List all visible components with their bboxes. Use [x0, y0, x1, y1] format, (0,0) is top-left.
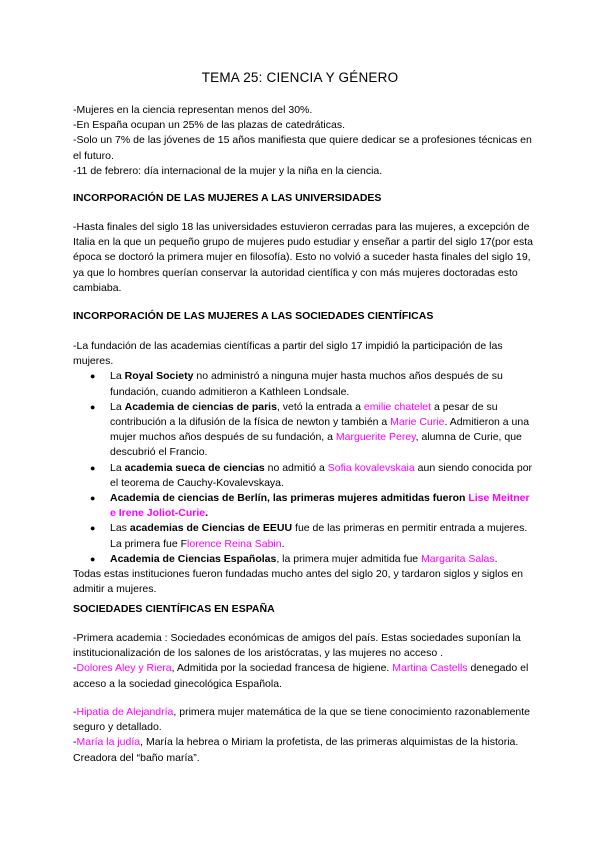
intro-line: -En España ocupan un 25% de las plazas de catedráticas.: [73, 119, 346, 132]
list-item: ● Las academias de Ciencias de EEUU fue de las primeras en permitir entrada a mujeres. La primera fue Florence Reina Sabin.: [73, 521, 533, 551]
highlighted-name: Marie Curie: [390, 416, 445, 429]
section-espana-body: [73, 631, 533, 692]
paragraph: -Dolores Aley y Riera, Admitida por la sociedad francesa de higiene. Martina Castells denegado el acceso a la sociedad ginecológica Española.: [73, 662, 529, 690]
highlighted-name: emilie chatelet: [363, 400, 432, 413]
section-espana-figures: [73, 705, 533, 766]
highlighted-name: Marguerite Perey: [335, 431, 416, 444]
list-item: ● Academia de Ciencias Españolas, la primera mujer admitida fue Margarita Salas.: [73, 552, 533, 567]
highlighted-name: lorence Reina Sabin: [187, 537, 282, 550]
list-item: ● Academia de ciencias de Berlín, las primeras mujeres admitidas fueron Lise Meitner e Irene Joliot-Curie.: [73, 491, 533, 521]
section-heading: INCORPORACIÓN DE LAS MUJERES A LAS SOCIEDADES CIENTÍFICAS: [73, 310, 434, 322]
section-sociedades: [73, 309, 533, 324]
section-universidades-body: [73, 220, 533, 296]
page-title: TEMA 25: CIENCIA Y GÉNERO: [201, 70, 399, 85]
section-heading: SOCIEDADES CIENTÍFICAS EN ESPAÑA: [73, 603, 275, 615]
highlighted-name: María la judía: [76, 736, 141, 749]
paragraph: -Primera academia : Sociedades económicas de amigos del país. Estas sociedades suponían la institucionalización de los salones de los aristócratas, y las mujeres no acceso .: [73, 632, 521, 660]
highlighted-name: Hipatia de Alejandría: [76, 706, 174, 718]
highlighted-name: Dolores Aley y Riera: [76, 662, 172, 675]
highlighted-name: Lise Meitner e Irene Joliot-Curie: [110, 492, 530, 520]
paragraph: -Hipatia de Alejandría, primera mujer matemática de la que se tiene conocimiento razonablemente seguro y detallado.: [73, 706, 531, 734]
section-sociedades-body: [73, 339, 533, 597]
intro-line: -Mujeres en la ciencia representan menos del 30%.: [73, 104, 313, 116]
list-item: ● La Academia de ciencias de paris, vetó la entrada a emilie chatelet a pesar de su contribución a la difusión de la física de newton y también a Marie Curie. Admitieron a una mujer muchos años después de su fundación, a Marguerite Perey, alumna de Curie, que descubrió el Francio.: [73, 400, 533, 461]
highlighted-name: Martina Castells: [392, 662, 468, 675]
section-espana: [73, 602, 533, 617]
paragraph: Todas estas instituciones fueron fundadas mucho antes del siglo 20, y tardaron siglos y siglos en admitir a mujeres.: [73, 568, 524, 596]
highlighted-name: Margarita Salas: [421, 552, 495, 565]
section-universidades: [73, 191, 533, 206]
academies-list: [73, 369, 533, 567]
section-heading: INCORPORACIÓN DE LAS MUJERES A LAS UNIVERSIDADES: [73, 192, 382, 204]
paragraph: -Hasta finales del siglo 18 las universidades estuvieron cerradas para las mujeres, a excepción de Italia en la que un pequeño grupo de mujeres pudo estudiar y enseñar a partir del siglo 17(por esta época se doctoró la primera mujer en filosofía). Esto no volvió a suceder hasta finales del siglo 19, ya que lo hombres querían conservar la autoridad científica y con más mujeres doctoradas esto cambiaba.: [73, 221, 533, 294]
list-item: ● La Royal Society no administró a ninguna mujer hasta muchos años después de su fundación, cuando admitieron a Kathleen Londsale.: [73, 369, 533, 399]
intro-line: -Solo un 7% de las jóvenes de 15 años manifiesta que quiere dedicar se a profesiones técnicas en el futuro.: [73, 134, 532, 162]
paragraph: -María la judía, María la hebrea o Miriam la profetista, de las primeras alquimistas de la historia. Creadora del “baño maría”.: [73, 736, 519, 764]
list-item: ● La academia sueca de ciencias no admitió a Sofia kovalevskaia aun siendo conocida por el teorema de Cauchy-Kovalevskaya.: [73, 461, 533, 491]
intro-list: [73, 103, 533, 179]
highlighted-name: Sofia kovalevskaia: [327, 461, 415, 474]
intro-line: -11 de febrero: día internacional de la mujer y la niña en la ciencia.: [73, 164, 383, 177]
paragraph: -La fundación de las academias científicas a partir del siglo 17 impidió la participación de las mujeres.: [73, 340, 503, 368]
